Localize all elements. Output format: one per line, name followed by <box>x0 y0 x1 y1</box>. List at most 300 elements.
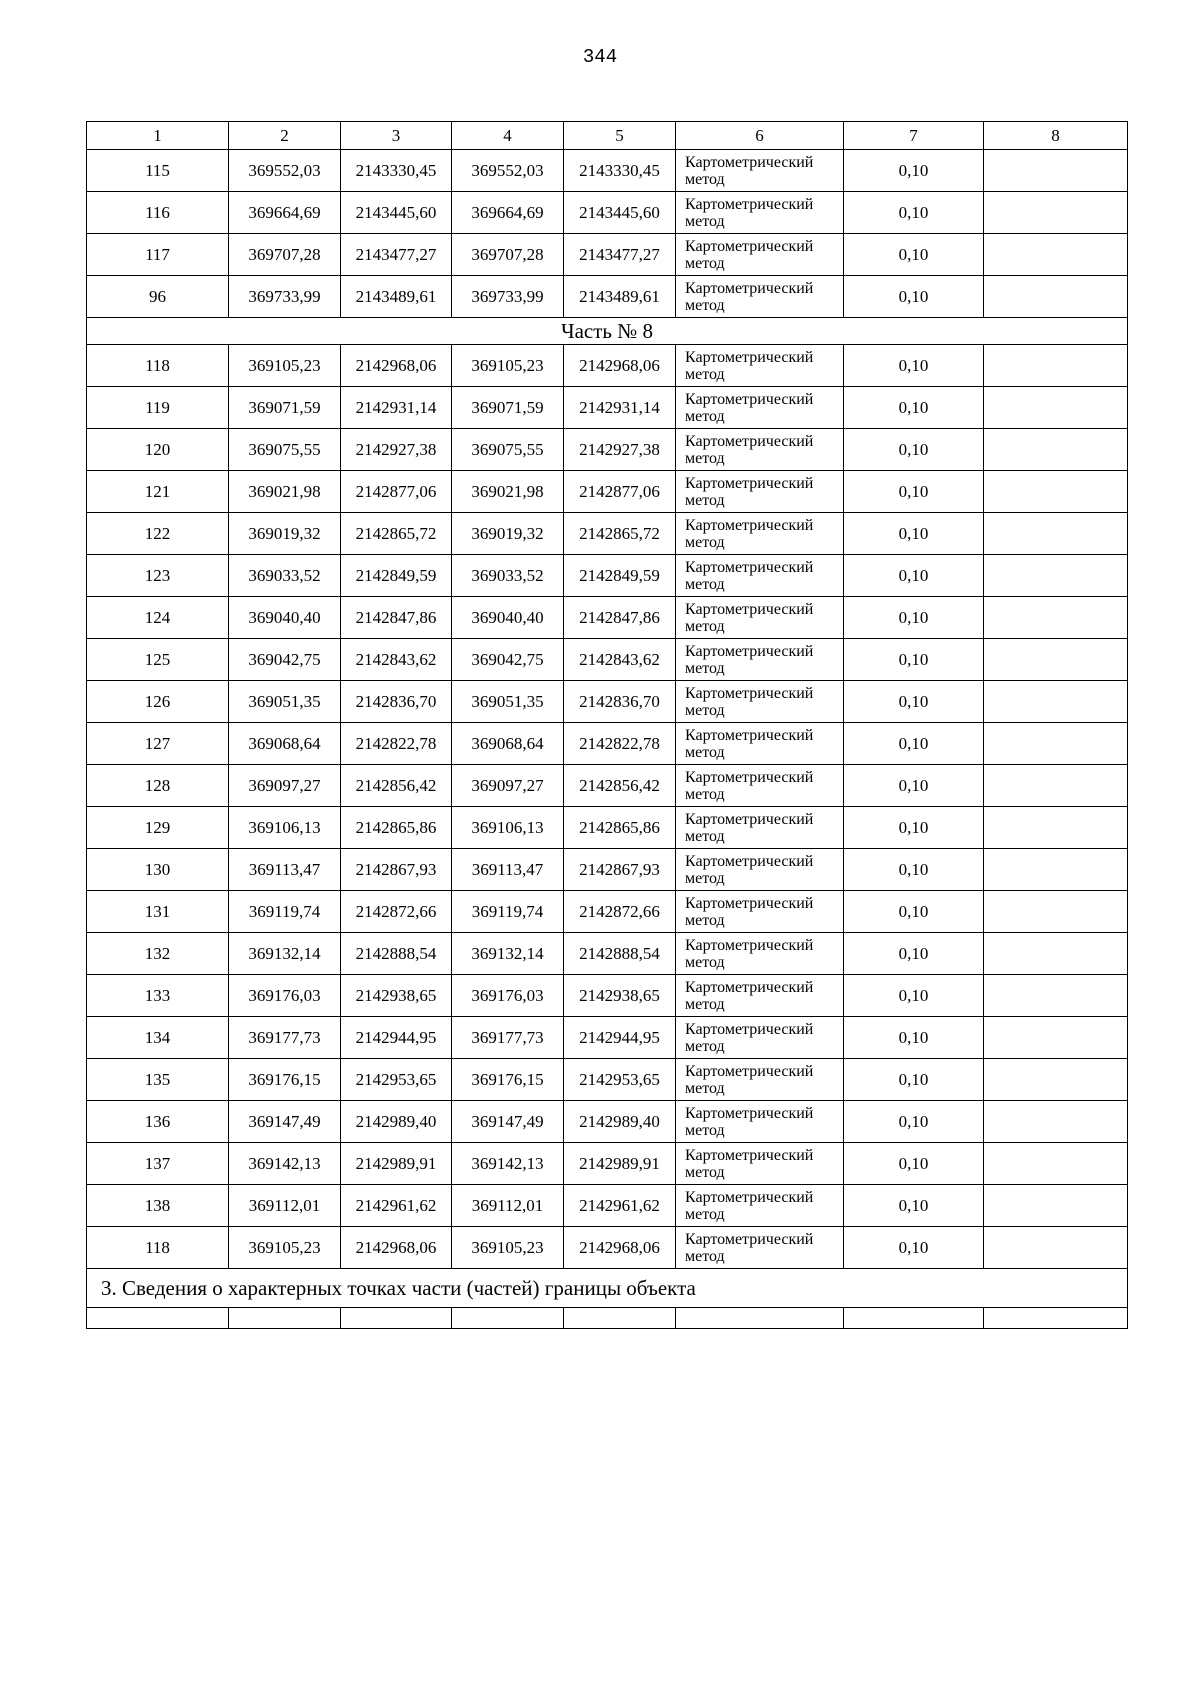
empty-cell <box>676 1308 844 1329</box>
method-cell <box>676 1059 844 1101</box>
method-text: метод <box>685 1205 725 1223</box>
point-number-cell: 126 <box>87 681 229 723</box>
empty-cell <box>984 849 1128 891</box>
method-text: Картометрический <box>685 558 814 576</box>
empty-cell <box>984 933 1128 975</box>
y-coordinate-cell: 2142865,86 <box>341 807 452 849</box>
accuracy-cell: 0,10 <box>844 1017 984 1059</box>
empty-cell <box>984 1227 1128 1269</box>
point-number-cell: 96 <box>87 276 229 318</box>
method-text: Картометрический <box>685 153 814 171</box>
accuracy-cell: 0,10 <box>844 192 984 234</box>
y-coordinate-cell: 2142847,86 <box>341 597 452 639</box>
method-text: метод <box>685 827 725 845</box>
x-coordinate-cell: 369132,14 <box>229 933 341 975</box>
table-row <box>87 234 1128 276</box>
accuracy-cell: 0,10 <box>844 513 984 555</box>
method-text: метод <box>685 1037 725 1055</box>
table-row <box>87 150 1128 192</box>
x-coordinate-cell: 369113,47 <box>452 849 564 891</box>
x-coordinate-cell: 369142,13 <box>229 1143 341 1185</box>
method-cell <box>676 639 844 681</box>
method-cell <box>676 933 844 975</box>
accuracy-cell: 0,10 <box>844 150 984 192</box>
method-text: Картометрический <box>685 1188 814 1206</box>
method-cell <box>676 513 844 555</box>
empty-cell <box>984 1101 1128 1143</box>
y-coordinate-cell: 2142938,65 <box>564 975 676 1017</box>
accuracy-cell: 0,10 <box>844 1059 984 1101</box>
x-coordinate-cell: 369071,59 <box>452 387 564 429</box>
coordinates-table <box>86 121 1128 1329</box>
table-row <box>87 723 1128 765</box>
empty-cell <box>984 1185 1128 1227</box>
x-coordinate-cell: 369112,01 <box>229 1185 341 1227</box>
table-row <box>87 849 1128 891</box>
x-coordinate-cell: 369042,75 <box>229 639 341 681</box>
accuracy-cell: 0,10 <box>844 345 984 387</box>
x-coordinate-cell: 369019,32 <box>452 513 564 555</box>
table-row <box>87 891 1128 933</box>
point-number-cell: 119 <box>87 387 229 429</box>
accuracy-cell: 0,10 <box>844 276 984 318</box>
y-coordinate-cell: 2142867,93 <box>341 849 452 891</box>
method-cell <box>676 891 844 933</box>
x-coordinate-cell: 369707,28 <box>229 234 341 276</box>
method-text: метод <box>685 659 725 677</box>
point-number-cell: 127 <box>87 723 229 765</box>
method-text: метод <box>685 869 725 887</box>
y-coordinate-cell: 2142865,86 <box>564 807 676 849</box>
method-text: Картометрический <box>685 894 814 912</box>
method-cell <box>676 849 844 891</box>
y-coordinate-cell: 2142989,91 <box>564 1143 676 1185</box>
method-cell <box>676 555 844 597</box>
method-text: Картометрический <box>685 432 814 450</box>
table-row <box>87 471 1128 513</box>
empty-cell <box>984 1143 1128 1185</box>
accuracy-cell: 0,10 <box>844 1185 984 1227</box>
empty-cell <box>229 1308 341 1329</box>
y-coordinate-cell: 2142931,14 <box>341 387 452 429</box>
table-row <box>87 276 1128 318</box>
method-cell <box>676 765 844 807</box>
point-number-cell: 134 <box>87 1017 229 1059</box>
y-coordinate-cell: 2142877,06 <box>341 471 452 513</box>
x-coordinate-cell: 369021,98 <box>229 471 341 513</box>
empty-cell <box>984 1017 1128 1059</box>
method-text: Картометрический <box>685 684 814 702</box>
method-text: Картометрический <box>685 1020 814 1038</box>
method-text: Картометрический <box>685 768 814 786</box>
empty-cell <box>984 807 1128 849</box>
y-coordinate-cell: 2142872,66 <box>564 891 676 933</box>
x-coordinate-cell: 369147,49 <box>229 1101 341 1143</box>
y-coordinate-cell: 2142865,72 <box>341 513 452 555</box>
empty-row <box>87 1308 1128 1329</box>
method-text: метод <box>685 1163 725 1181</box>
x-coordinate-cell: 369051,35 <box>452 681 564 723</box>
column-header: 6 <box>676 122 844 150</box>
method-text: метод <box>685 785 725 803</box>
x-coordinate-cell: 369113,47 <box>229 849 341 891</box>
y-coordinate-cell: 2142989,91 <box>341 1143 452 1185</box>
accuracy-cell: 0,10 <box>844 681 984 723</box>
empty-cell <box>984 765 1128 807</box>
part-title: Часть № 8 <box>87 318 1128 345</box>
y-coordinate-cell: 2142931,14 <box>564 387 676 429</box>
empty-cell <box>984 276 1128 318</box>
accuracy-cell: 0,10 <box>844 891 984 933</box>
empty-cell <box>452 1308 564 1329</box>
accuracy-cell: 0,10 <box>844 234 984 276</box>
table-row <box>87 555 1128 597</box>
point-number-cell: 124 <box>87 597 229 639</box>
empty-cell <box>984 597 1128 639</box>
method-cell <box>676 975 844 1017</box>
empty-cell <box>87 1308 229 1329</box>
x-coordinate-cell: 369042,75 <box>452 639 564 681</box>
y-coordinate-cell: 2142843,62 <box>341 639 452 681</box>
method-cell <box>676 192 844 234</box>
y-coordinate-cell: 2142989,40 <box>564 1101 676 1143</box>
method-text: метод <box>685 1079 725 1097</box>
point-number-cell: 132 <box>87 933 229 975</box>
empty-cell <box>984 192 1128 234</box>
point-number-cell: 131 <box>87 891 229 933</box>
table-row <box>87 1143 1128 1185</box>
x-coordinate-cell: 369177,73 <box>452 1017 564 1059</box>
point-number-cell: 128 <box>87 765 229 807</box>
method-text: Картометрический <box>685 195 814 213</box>
method-text: метод <box>685 407 725 425</box>
section-title: 3. Сведения о характерных точках части (частей) границы объекта <box>87 1269 1128 1308</box>
y-coordinate-cell: 2142836,70 <box>564 681 676 723</box>
x-coordinate-cell: 369132,14 <box>452 933 564 975</box>
y-coordinate-cell: 2142944,95 <box>564 1017 676 1059</box>
method-cell <box>676 681 844 723</box>
empty-cell <box>984 234 1128 276</box>
table-row <box>87 345 1128 387</box>
method-cell <box>676 807 844 849</box>
empty-cell <box>984 513 1128 555</box>
table-row <box>87 429 1128 471</box>
accuracy-cell: 0,10 <box>844 765 984 807</box>
y-coordinate-cell: 2142849,59 <box>564 555 676 597</box>
method-text: Картометрический <box>685 237 814 255</box>
method-text: Картометрический <box>685 852 814 870</box>
empty-cell <box>341 1308 452 1329</box>
y-coordinate-cell: 2142856,42 <box>564 765 676 807</box>
empty-cell <box>984 555 1128 597</box>
point-number-cell: 138 <box>87 1185 229 1227</box>
point-number-cell: 125 <box>87 639 229 681</box>
empty-cell <box>984 1308 1128 1329</box>
method-text: метод <box>685 701 725 719</box>
x-coordinate-cell: 369707,28 <box>452 234 564 276</box>
table-row <box>87 765 1128 807</box>
accuracy-cell: 0,10 <box>844 639 984 681</box>
table-row <box>87 975 1128 1017</box>
method-cell <box>676 150 844 192</box>
accuracy-cell: 0,10 <box>844 1143 984 1185</box>
accuracy-cell: 0,10 <box>844 429 984 471</box>
empty-cell <box>984 387 1128 429</box>
method-cell <box>676 597 844 639</box>
x-coordinate-cell: 369176,15 <box>229 1059 341 1101</box>
method-text: метод <box>685 491 725 509</box>
method-text: Картометрический <box>685 1230 814 1248</box>
method-text: метод <box>685 533 725 551</box>
method-text: метод <box>685 995 725 1013</box>
y-coordinate-cell: 2142989,40 <box>341 1101 452 1143</box>
x-coordinate-cell: 369075,55 <box>452 429 564 471</box>
method-text: Картометрический <box>685 516 814 534</box>
empty-cell <box>564 1308 676 1329</box>
method-cell <box>676 471 844 513</box>
x-coordinate-cell: 369105,23 <box>452 345 564 387</box>
y-coordinate-cell: 2142877,06 <box>564 471 676 513</box>
method-cell <box>676 1227 844 1269</box>
x-coordinate-cell: 369105,23 <box>229 345 341 387</box>
x-coordinate-cell: 369051,35 <box>229 681 341 723</box>
method-cell <box>676 1185 844 1227</box>
method-cell <box>676 234 844 276</box>
x-coordinate-cell: 369147,49 <box>452 1101 564 1143</box>
point-number-cell: 117 <box>87 234 229 276</box>
y-coordinate-cell: 2143489,61 <box>564 276 676 318</box>
table-row <box>87 597 1128 639</box>
y-coordinate-cell: 2142944,95 <box>341 1017 452 1059</box>
x-coordinate-cell: 369176,15 <box>452 1059 564 1101</box>
y-coordinate-cell: 2143477,27 <box>341 234 452 276</box>
accuracy-cell: 0,10 <box>844 1101 984 1143</box>
table-row <box>87 639 1128 681</box>
y-coordinate-cell: 2143445,60 <box>564 192 676 234</box>
x-coordinate-cell: 369033,52 <box>229 555 341 597</box>
x-coordinate-cell: 369733,99 <box>452 276 564 318</box>
column-header: 2 <box>229 122 341 150</box>
method-text: Картометрический <box>685 600 814 618</box>
y-coordinate-cell: 2142867,93 <box>564 849 676 891</box>
y-coordinate-cell: 2142961,62 <box>341 1185 452 1227</box>
x-coordinate-cell: 369733,99 <box>229 276 341 318</box>
x-coordinate-cell: 369664,69 <box>229 192 341 234</box>
accuracy-cell: 0,10 <box>844 1227 984 1269</box>
x-coordinate-cell: 369142,13 <box>452 1143 564 1185</box>
method-cell <box>676 429 844 471</box>
table-row <box>87 1101 1128 1143</box>
method-text: Картометрический <box>685 936 814 954</box>
x-coordinate-cell: 369097,27 <box>229 765 341 807</box>
method-text: метод <box>685 743 725 761</box>
accuracy-cell: 0,10 <box>844 975 984 1017</box>
column-header: 1 <box>87 122 229 150</box>
accuracy-cell: 0,10 <box>844 723 984 765</box>
column-header: 3 <box>341 122 452 150</box>
point-number-cell: 136 <box>87 1101 229 1143</box>
y-coordinate-cell: 2142865,72 <box>564 513 676 555</box>
page-number: 344 <box>582 46 618 68</box>
point-number-cell: 130 <box>87 849 229 891</box>
column-header-row <box>87 122 1128 150</box>
y-coordinate-cell: 2142961,62 <box>564 1185 676 1227</box>
x-coordinate-cell: 369552,03 <box>229 150 341 192</box>
table-row <box>87 1227 1128 1269</box>
point-number-cell: 135 <box>87 1059 229 1101</box>
method-text: метод <box>685 1121 725 1139</box>
section-title-row <box>87 1269 1128 1308</box>
method-text: метод <box>685 911 725 929</box>
method-cell <box>676 1017 844 1059</box>
y-coordinate-cell: 2142927,38 <box>564 429 676 471</box>
y-coordinate-cell: 2142968,06 <box>341 1227 452 1269</box>
column-header: 8 <box>984 122 1128 150</box>
table-row <box>87 933 1128 975</box>
y-coordinate-cell: 2143489,61 <box>341 276 452 318</box>
empty-cell <box>984 150 1128 192</box>
x-coordinate-cell: 369106,13 <box>452 807 564 849</box>
x-coordinate-cell: 369068,64 <box>229 723 341 765</box>
point-number-cell: 115 <box>87 150 229 192</box>
x-coordinate-cell: 369019,32 <box>229 513 341 555</box>
table-row <box>87 681 1128 723</box>
method-text: метод <box>685 296 725 314</box>
y-coordinate-cell: 2143445,60 <box>341 192 452 234</box>
point-number-cell: 123 <box>87 555 229 597</box>
method-cell <box>676 1143 844 1185</box>
y-coordinate-cell: 2142856,42 <box>341 765 452 807</box>
table-row <box>87 192 1128 234</box>
x-coordinate-cell: 369177,73 <box>229 1017 341 1059</box>
y-coordinate-cell: 2142822,78 <box>564 723 676 765</box>
x-coordinate-cell: 369176,03 <box>452 975 564 1017</box>
y-coordinate-cell: 2142849,59 <box>341 555 452 597</box>
method-text: Картометрический <box>685 978 814 996</box>
method-text: Картометрический <box>685 390 814 408</box>
method-cell <box>676 1101 844 1143</box>
table-row <box>87 513 1128 555</box>
y-coordinate-cell: 2142953,65 <box>341 1059 452 1101</box>
x-coordinate-cell: 369119,74 <box>452 891 564 933</box>
method-text: Картометрический <box>685 279 814 297</box>
point-number-cell: 133 <box>87 975 229 1017</box>
column-header: 7 <box>844 122 984 150</box>
method-text: Картометрический <box>685 726 814 744</box>
table-row <box>87 1017 1128 1059</box>
x-coordinate-cell: 369112,01 <box>452 1185 564 1227</box>
method-text: метод <box>685 617 725 635</box>
y-coordinate-cell: 2142843,62 <box>564 639 676 681</box>
y-coordinate-cell: 2142938,65 <box>341 975 452 1017</box>
y-coordinate-cell: 2142927,38 <box>341 429 452 471</box>
point-number-cell: 118 <box>87 345 229 387</box>
x-coordinate-cell: 369176,03 <box>229 975 341 1017</box>
method-text: метод <box>685 1247 725 1265</box>
y-coordinate-cell: 2143330,45 <box>341 150 452 192</box>
method-cell <box>676 387 844 429</box>
x-coordinate-cell: 369097,27 <box>452 765 564 807</box>
point-number-cell: 137 <box>87 1143 229 1185</box>
table-row <box>87 1185 1128 1227</box>
method-text: Картометрический <box>685 1062 814 1080</box>
x-coordinate-cell: 369040,40 <box>229 597 341 639</box>
method-text: Картометрический <box>685 1104 814 1122</box>
table-row <box>87 387 1128 429</box>
point-number-cell: 121 <box>87 471 229 513</box>
point-number-cell: 120 <box>87 429 229 471</box>
x-coordinate-cell: 369071,59 <box>229 387 341 429</box>
y-coordinate-cell: 2142968,06 <box>564 1227 676 1269</box>
table-row <box>87 807 1128 849</box>
empty-cell <box>984 429 1128 471</box>
column-header: 4 <box>452 122 564 150</box>
method-text: Картометрический <box>685 642 814 660</box>
empty-cell <box>984 345 1128 387</box>
empty-cell <box>984 681 1128 723</box>
method-text: метод <box>685 575 725 593</box>
x-coordinate-cell: 369105,23 <box>452 1227 564 1269</box>
y-coordinate-cell: 2142847,86 <box>564 597 676 639</box>
y-coordinate-cell: 2143330,45 <box>564 150 676 192</box>
accuracy-cell: 0,10 <box>844 387 984 429</box>
y-coordinate-cell: 2142888,54 <box>341 933 452 975</box>
part-title-row <box>87 318 1128 345</box>
method-text: Картометрический <box>685 348 814 366</box>
empty-cell <box>844 1308 984 1329</box>
y-coordinate-cell: 2142968,06 <box>341 345 452 387</box>
y-coordinate-cell: 2142953,65 <box>564 1059 676 1101</box>
method-text: метод <box>685 212 725 230</box>
point-number-cell: 129 <box>87 807 229 849</box>
x-coordinate-cell: 369033,52 <box>452 555 564 597</box>
point-number-cell: 118 <box>87 1227 229 1269</box>
x-coordinate-cell: 369021,98 <box>452 471 564 513</box>
x-coordinate-cell: 369119,74 <box>229 891 341 933</box>
x-coordinate-cell: 369552,03 <box>452 150 564 192</box>
method-text: метод <box>685 449 725 467</box>
point-number-cell: 116 <box>87 192 229 234</box>
accuracy-cell: 0,10 <box>844 807 984 849</box>
accuracy-cell: 0,10 <box>844 555 984 597</box>
empty-cell <box>984 723 1128 765</box>
empty-cell <box>984 891 1128 933</box>
empty-cell <box>984 639 1128 681</box>
y-coordinate-cell: 2142836,70 <box>341 681 452 723</box>
x-coordinate-cell: 369068,64 <box>452 723 564 765</box>
accuracy-cell: 0,10 <box>844 849 984 891</box>
method-text: Картометрический <box>685 810 814 828</box>
column-header: 5 <box>564 122 676 150</box>
empty-cell <box>984 471 1128 513</box>
x-coordinate-cell: 369664,69 <box>452 192 564 234</box>
y-coordinate-cell: 2142822,78 <box>341 723 452 765</box>
x-coordinate-cell: 369106,13 <box>229 807 341 849</box>
empty-cell <box>984 975 1128 1017</box>
accuracy-cell: 0,10 <box>844 933 984 975</box>
y-coordinate-cell: 2142888,54 <box>564 933 676 975</box>
point-number-cell: 122 <box>87 513 229 555</box>
method-cell <box>676 345 844 387</box>
empty-cell <box>984 1059 1128 1101</box>
y-coordinate-cell: 2142872,66 <box>341 891 452 933</box>
x-coordinate-cell: 369075,55 <box>229 429 341 471</box>
y-coordinate-cell: 2143477,27 <box>564 234 676 276</box>
x-coordinate-cell: 369105,23 <box>229 1227 341 1269</box>
method-cell <box>676 723 844 765</box>
y-coordinate-cell: 2142968,06 <box>564 345 676 387</box>
method-text: Картометрический <box>685 1146 814 1164</box>
